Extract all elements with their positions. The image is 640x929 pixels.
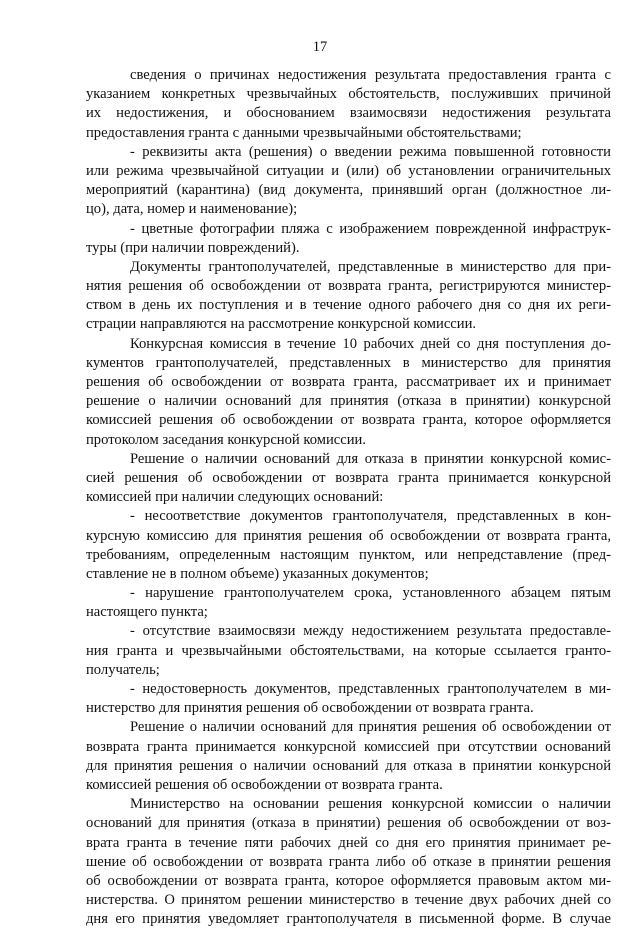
text-line: указанием конкретных чрезвычайных обстоятельств, послуживших причиной: [86, 86, 611, 103]
text-line: ния гранта и чрезвычайными обстоятельствами, на которые ссылается гранто-: [86, 642, 611, 659]
text-line: - реквизиты акта (решения) о введении режима повышенной готовности: [130, 143, 611, 160]
text-line: настоящего пункта;: [86, 604, 208, 621]
text-line: комиссией решения об освобождении от возврата гранта.: [86, 776, 443, 793]
text-line: сведения о причинах недостижения результата предоставления гранта с: [130, 67, 611, 83]
text-line: - цветные фотографии пляжа с изображением поврежденной инфраструк-: [130, 220, 611, 237]
text-line: протоколом заседания конкурсной комиссии.: [86, 431, 367, 448]
text-line: кументов грантополучателей, представленных в министерство для принятия: [86, 354, 611, 371]
text-line: курсную комиссию для принятия решения об освобождении от возврата гранта,: [86, 527, 611, 544]
text-line: об освобождении от возврата гранта, которое оформляется правовым актом ми-: [86, 872, 611, 889]
text-line: туры (при наличии повреждений).: [86, 239, 300, 256]
text-line: сией решения об освобождении от возврата гранта принимается конкурсной: [86, 469, 611, 486]
text-line: нятия решения об освобождении от возврата гранта, регистрируются министер-: [86, 278, 611, 295]
text-line: Министерство на основании решения конкурсной комиссии о наличии: [130, 796, 611, 813]
text-line: Конкурсная комиссия в течение 10 рабочих дней со дня поступления до-: [130, 335, 611, 352]
body-text: [86, 66, 611, 929]
text-line: возврата гранта принимается конкурсной комиссией при отсутствии оснований: [86, 738, 611, 755]
text-line: решения об освобождении от возврата гранта, рассматривает их и принимает: [86, 374, 611, 390]
text-line: цо), дата, номер и наименование);: [86, 201, 298, 218]
text-line: врата гранта в течение пяти рабочих дней со дня его принятия принимает ре-: [86, 834, 611, 851]
text-line: требованиям, определенным настоящим пунктом, или непредставление (пред-: [86, 546, 611, 563]
text-line: или режима чрезвычайной ситуации и (или) об установлении ограничительных: [86, 162, 611, 179]
text-line: дня его принятия уведомляет грантополучателя в письменной форме. В случае: [86, 911, 611, 928]
text-line: - несоответствие документов грантополучателя, представленных в кон-: [130, 508, 611, 525]
text-line: Документы грантополучателей, представленные в министерство для при-: [130, 258, 611, 275]
text-line: комиссией решения об освобождении от возврата гранта, которое оформляется: [86, 412, 611, 429]
text-line: ставление не в полном объеме) указанных документов;: [86, 565, 429, 582]
text-line: ством в день их поступления и в течение одного рабочего дня со дня их реги-: [86, 297, 611, 314]
text-line: оснований для принятия (отказа в принятии) решения об освобождении от воз-: [86, 815, 611, 832]
text-line: мероприятий (карантина) (вид документа, принявший орган (должностное ли-: [86, 182, 611, 199]
text-line: Решение о наличии оснований для принятия решения об освобождении от: [130, 719, 611, 736]
text-line: получатель;: [86, 661, 160, 678]
text-line: нистерство для принятия решения об освобождении от возврата гранта.: [86, 700, 534, 717]
text-line: решение о наличии оснований для принятия (отказа в принятии) конкурсной: [86, 393, 611, 410]
text-line: - отсутствие взаимосвязи между недостижением результата предоставле-: [130, 623, 611, 640]
text-line: предоставления гранта с данными чрезвычайными обстоятельствами;: [86, 124, 522, 141]
text-line: Решение о наличии оснований для отказа в принятии конкурсной комис-: [130, 450, 611, 467]
text-line: нистерства. О принятом решении министерство в течение двух рабочих дней со: [86, 892, 611, 909]
page-number: 17: [312, 39, 328, 55]
text-line: для принятия решения о наличии оснований для отказа в принятии конкурсной: [86, 757, 611, 774]
text-line: шение об освобождении от возврата гранта либо об отказе в принятии решения: [86, 853, 611, 870]
text-line: их недостижения, и обоснованием взаимосвязи недостижения результата: [86, 105, 611, 122]
text-line: комиссией при наличии следующих оснований:: [86, 489, 384, 506]
text-line: страции направляются на рассмотрение конкурсной комиссии.: [86, 316, 477, 333]
text-line: - недостоверность документов, представленных грантополучателем в ми-: [130, 681, 611, 697]
text-line: - нарушение грантополучателем срока, установленного абзацем пятым: [130, 585, 611, 602]
